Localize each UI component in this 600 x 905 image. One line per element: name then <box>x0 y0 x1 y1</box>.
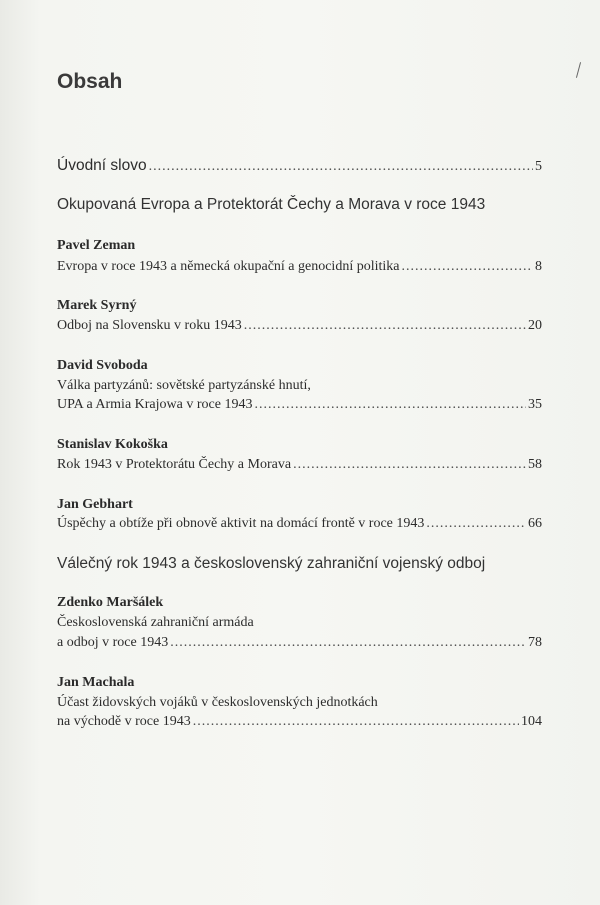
toc-entry <box>57 516 542 532</box>
toc-entry-title: Rok 1943 v Protektorátu Čechy a Morava <box>57 457 292 472</box>
toc-author: Stanislav Kokoška <box>57 437 168 452</box>
toc-entry-title: na východě v roce 1943 <box>57 714 191 729</box>
toc-author: Zdenko Maršálek <box>57 595 164 610</box>
toc-page-number: 8 <box>535 259 542 274</box>
dot-leader <box>149 159 533 175</box>
toc-entry <box>57 714 542 730</box>
page-title: Obsah <box>57 70 123 93</box>
toc-author: David Svoboda <box>57 358 148 373</box>
toc-page-number: 20 <box>528 318 542 333</box>
toc-author: Jan Gebhart <box>57 497 133 512</box>
toc-page-number: 5 <box>535 159 542 174</box>
toc-entry <box>57 397 542 413</box>
toc-entry-title-line: Účast židovských vojáků v československých jednotkách <box>57 695 378 710</box>
toc-entry-title: Evropa v roce 1943 a německá okupační a genocidní politika <box>57 259 400 274</box>
toc-entry-label: Úvodní slovo <box>57 157 147 174</box>
dot-leader <box>193 714 519 730</box>
toc-page-number: 104 <box>521 714 542 729</box>
dot-leader <box>244 318 526 334</box>
toc-entry-title-line: Válka partyzánů: sovětské partyzánské hnutí, <box>57 378 311 393</box>
toc-entry <box>57 457 542 473</box>
dot-leader <box>170 635 526 651</box>
toc-entry <box>57 318 542 334</box>
toc-author: Jan Machala <box>57 675 135 690</box>
toc-entry-title: a odboj v roce 1943 <box>57 635 169 650</box>
toc-entry-intro <box>57 157 542 175</box>
toc-entry <box>57 635 542 651</box>
toc-page-number: 35 <box>528 397 542 412</box>
toc-entry <box>57 259 542 275</box>
toc-page-number: 58 <box>528 457 542 472</box>
toc-page-number: 66 <box>528 516 542 531</box>
toc-entry-title: UPA a Armia Krajowa v roce 1943 <box>57 397 253 412</box>
dot-leader <box>402 259 534 275</box>
toc-entry-title: Úspěchy a obtíže při obnově aktivit na domácí frontě v roce 1943 <box>57 516 425 531</box>
toc-entry-title: Odboj na Slovensku v roku 1943 <box>57 318 242 333</box>
toc-author: Pavel Zeman <box>57 238 136 253</box>
toc-entry-title-line: Československá zahraniční armáda <box>57 615 254 630</box>
dot-leader <box>293 457 526 473</box>
section-heading: Okupovaná Evropa a Protektorát Čechy a Morava v roce 1943 <box>57 196 486 213</box>
toc-author: Marek Syrný <box>57 298 137 313</box>
toc-page-number: 78 <box>528 635 542 650</box>
dot-leader <box>254 397 526 413</box>
dot-leader <box>426 516 526 532</box>
section-heading: Válečný rok 1943 a československý zahraniční vojenský odboj <box>57 555 486 572</box>
